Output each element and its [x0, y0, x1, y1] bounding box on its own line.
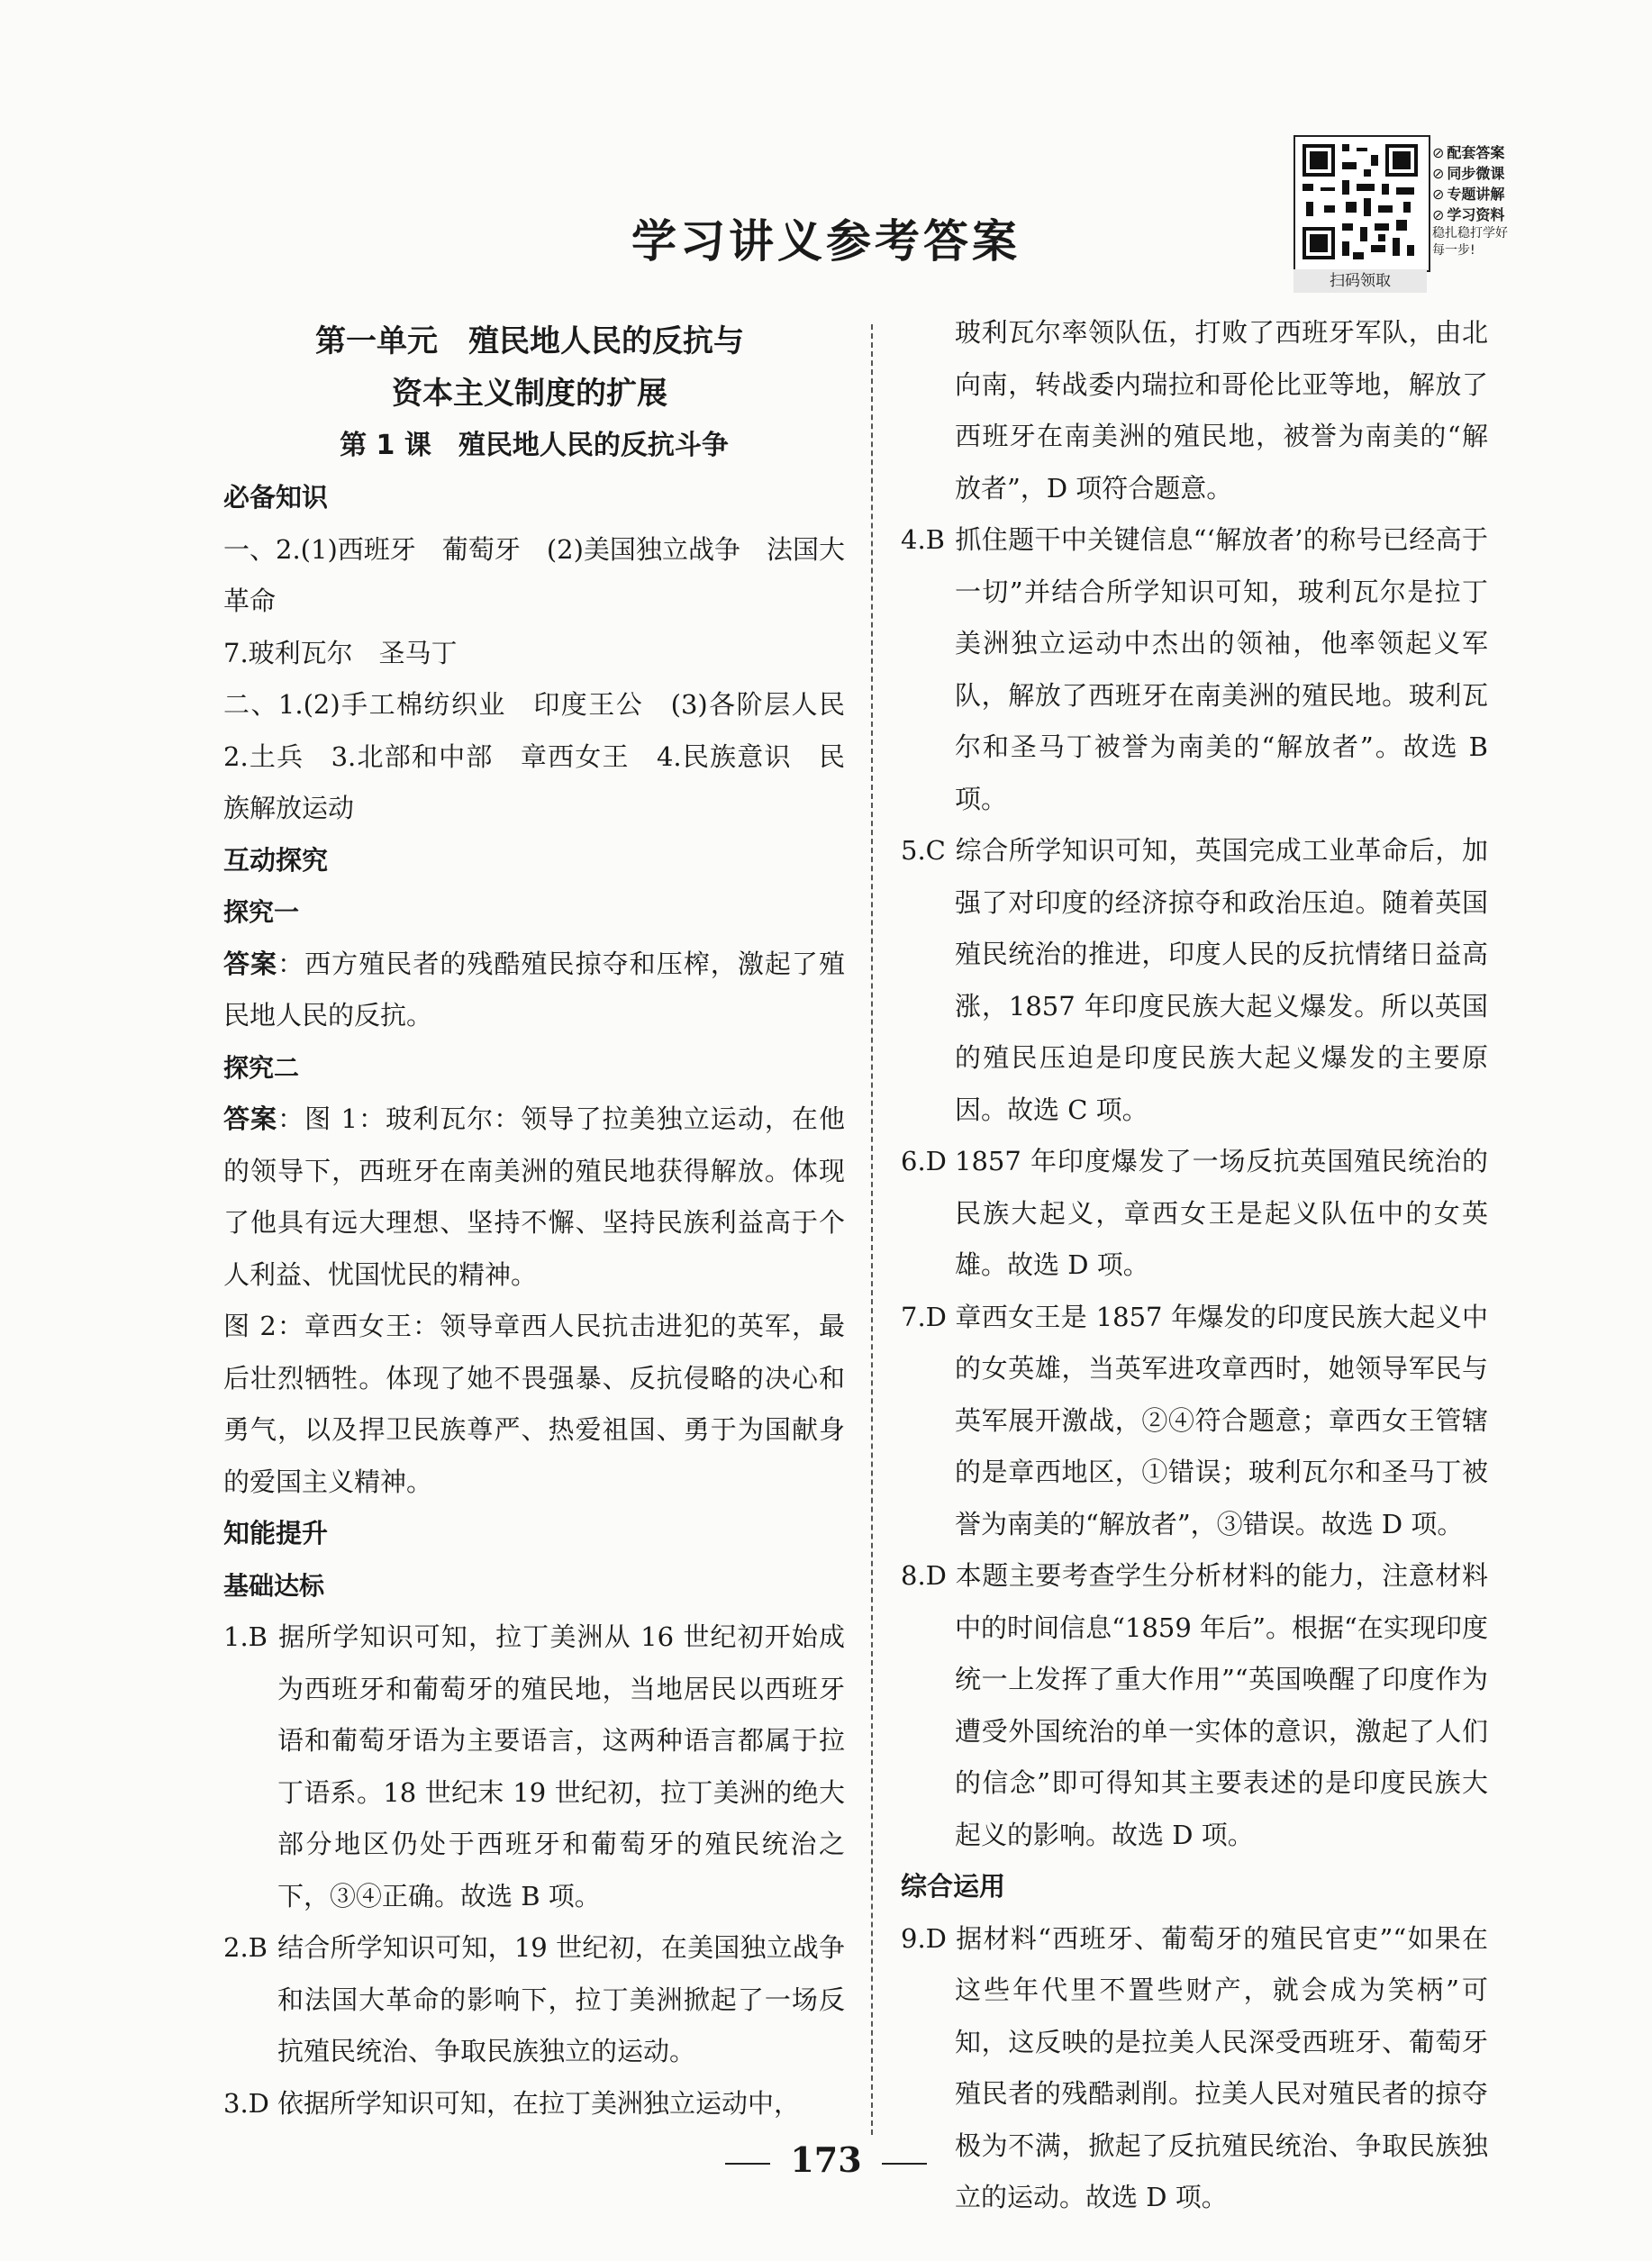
- answer-number: 3.D: [223, 2087, 269, 2119]
- paragraph: 一、2.(1)西班牙 葡萄牙 (2)美国独立战争 法国大革命: [223, 533, 845, 616]
- qr-feature-item: ⊘ 配套答案: [1432, 142, 1508, 163]
- answer-item: [901, 1292, 1488, 1551]
- answer-paragraph: [223, 1094, 845, 1301]
- qr-feature-item: ⊘ 同步微课: [1432, 163, 1508, 184]
- answer-text: 依据所学知识可知，在拉丁美洲独立运动中，: [277, 2087, 801, 2119]
- qr-slogan: 每一步!: [1432, 243, 1475, 258]
- sub-heading: 基础达标: [223, 1570, 325, 1601]
- paragraph: 二、1.(2)手工棉纺织业 印度王公 (3)各阶层人民 2.土兵 3.北部和中部 章西女王 4.民族意识 民族解放运动: [223, 689, 872, 823]
- paragraph: 7.玻利瓦尔 圣马丁: [223, 637, 458, 668]
- page-number-value: 173: [790, 2139, 862, 2180]
- column-divider: [871, 324, 873, 2135]
- unit-title: 第一单元 殖民地人民的反抗与: [315, 323, 744, 359]
- answer-number: 5.C: [901, 835, 946, 866]
- answer-item: [901, 825, 1488, 1136]
- sub-heading: 探究二: [223, 1052, 300, 1083]
- section-heading: 综合运用: [901, 1871, 1006, 1902]
- answer-paragraph: [223, 939, 845, 1042]
- answer-number: 8.D: [901, 1560, 947, 1591]
- left-column: [223, 315, 872, 2129]
- answer-number: 7.D: [901, 1301, 947, 1332]
- unit-title-line2: 资本主义制度的扩展: [392, 376, 667, 412]
- section-heading: 必备知识: [223, 482, 329, 513]
- answer-item: [901, 514, 1488, 825]
- answer-text: ：西方殖民者的残酷殖民掠夺和压榨，激起了殖民地人民的反抗。: [223, 948, 845, 1031]
- qr-feature-list: [1432, 142, 1508, 259]
- answer-item: [901, 1550, 1488, 1861]
- answer-text: 综合所学知识可知，英国完成工业革命后，加强了对印度的经济掠夺和政治压迫。随着英国殖民统治的推进，印度人民的反抗情绪日益高涨，1857 年印度民族大起义爆发。所以英国的殖民压迫是印度民族大起义爆发的主要原因。故选 C 项。: [955, 835, 1488, 1125]
- answer-label: 答案: [223, 948, 278, 979]
- qr-scan-label: 扫码领取: [1293, 269, 1427, 293]
- answer-number: 1.B: [223, 1621, 268, 1652]
- answer-text: 据材料“西班牙、葡萄牙的殖民官吏”“如果在这些年代里不置些财产，就会成为笑柄”可知，这反映的是拉美人民深受西班牙、葡萄牙殖民者的残酷剥削。拉美人民对殖民者的掠夺极为不满，掀起了反抗殖民统治、争取民族独立的运动。故选 D 项。: [955, 1922, 1488, 2212]
- answer-text: 本题主要考查学生分析材料的能力，注意材料中的时间信息“1859 年后”。根据“在实现印度统一上发挥了重大作用”“英国唤醒了印度作为遭受外国统治的单一实体的意识，激起了人们的信念”即可得知其主要表述的是印度民族大起义的影响。故选 D 项。: [955, 1560, 1488, 1850]
- page-number: [0, 2139, 1652, 2180]
- section-heading: 知能提升: [223, 1518, 329, 1548]
- answer-number: 2.B: [223, 1932, 268, 1963]
- answer-text: 章西女王是 1857 年爆发的印度民族大起义中的女英雄，当英军进攻章西时，她领导军民与英军展开激战，②④符合题意；章西女王管辖的是章西地区，①错误；玻利瓦尔和圣马丁被誉为南美的“解放者”，③错误。故选 D 项。: [955, 1301, 1488, 1539]
- qr-code-icon[interactable]: [1293, 135, 1430, 272]
- qr-feature-item: ⊘ 专题讲解: [1432, 184, 1508, 204]
- answer-number: 6.D: [901, 1146, 947, 1176]
- page-title: 学习讲义参考答案: [631, 215, 1021, 268]
- answer-number: 4.B: [901, 524, 945, 555]
- page-number-dash: [725, 2163, 770, 2165]
- section-heading: 互动探究: [223, 844, 329, 876]
- sub-heading: 探究一: [223, 897, 300, 927]
- answer-item: [223, 1922, 845, 2078]
- right-column: [901, 307, 1488, 2224]
- answer-text: 抓住题干中关键信息“‘解放者’的称号已经高于一切”并结合所学知识可知，玻利瓦尔是拉丁美洲独立运动中杰出的领袖，他率领起义军队，解放了西班牙在南美洲的殖民地。玻利瓦尔和圣马丁被誉为南美的“解放者”。故选 B 项。: [955, 524, 1488, 814]
- answer-item: [223, 2078, 845, 2130]
- answer-item: [223, 1612, 845, 1922]
- answer-item: [901, 1136, 1488, 1292]
- answer-text: ：图 1：玻利瓦尔：领导了拉美独立运动，在他的领导下，西班牙在南美洲的殖民地获得解放。体现了他具有远大理想、坚持不懈、坚持民族利益高于个人利益、忧国忧民的精神。: [223, 1103, 845, 1290]
- answer-number: 9.D: [901, 1922, 947, 1954]
- answer-text: 1857 年印度爆发了一场反抗英国殖民统治的民族大起义，章西女王是起义队伍中的女英雄。故选 D 项。: [955, 1146, 1488, 1280]
- answer-text: 结合所学知识可知，19 世纪初，在美国独立战争和法国大革命的影响下，拉丁美洲掀起了一场反抗殖民统治、争取民族独立的运动。: [277, 1932, 845, 2066]
- answer-text: 据所学知识可知，拉丁美洲从 16 世纪初开始成为西班牙和葡萄牙的殖民地，当地居民以西班牙语和葡萄牙语为主要语言，这两种语言都属于拉丁语系。18 世纪末 19 世纪初，拉丁美洲的绝大部分地区仍处于西班牙和葡萄牙的殖民统治之下，③④正确。故选 B 项。: [277, 1621, 845, 1911]
- paragraph: 图 2：章西女王：领导章西人民抗击进犯的英军，最后壮烈牺牲。体现了她不畏强暴、反抗侵略的决心和勇气，以及捍卫民族尊严、热爱祖国、勇于为国献身的爱国主义精神。: [223, 1311, 845, 1497]
- answer-label: 答案: [223, 1103, 278, 1134]
- page-number-dash: [882, 2163, 927, 2165]
- qr-feature-item: ⊘ 学习资料: [1432, 204, 1508, 225]
- answer-continuation: 玻利瓦尔率领队伍，打败了西班牙军队，由北向南，转战委内瑞拉和哥伦比亚等地，解放了西班牙在南美洲的殖民地，被誉为南美的“解放者”，D 项符合题意。: [955, 317, 1488, 504]
- qr-slogan: 稳扎稳打学好: [1432, 226, 1508, 241]
- lesson-title: 第 1 课 殖民地人民的反抗斗争: [340, 430, 729, 461]
